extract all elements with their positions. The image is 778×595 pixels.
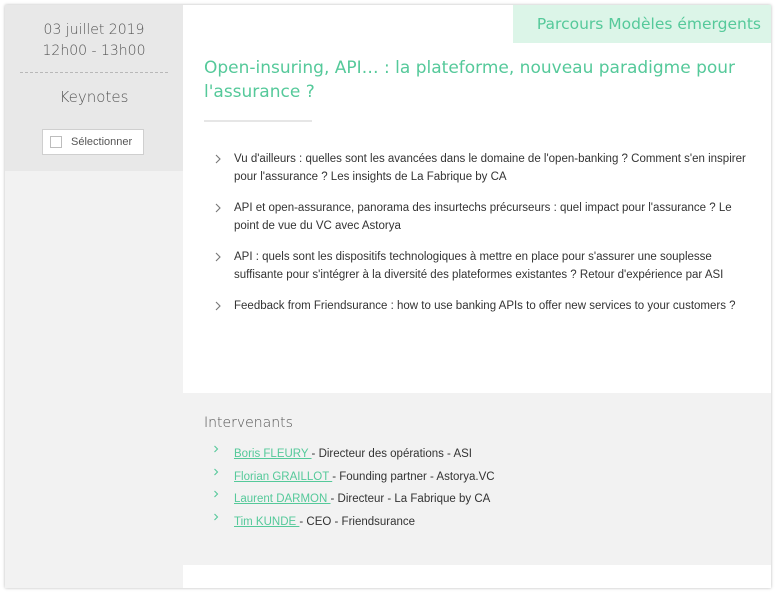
topic-item: [213, 199, 753, 235]
session-card: [5, 5, 771, 588]
speaker-link[interactable]: Laurent DARMON: [234, 493, 331, 505]
topic-item: [213, 150, 753, 186]
speaker-list: [212, 445, 495, 535]
speaker-item: [212, 445, 495, 468]
chevron-right-icon: [212, 513, 220, 521]
session-sidebar: [5, 5, 183, 171]
select-checkbox[interactable]: [50, 136, 62, 148]
chevron-right-icon: [212, 445, 220, 453]
session-title: Open-insuring, API… : la plateforme, nouveau paradigme pour l'assurance ?: [204, 58, 736, 102]
speaker-link[interactable]: Florian GRAILLOT: [234, 470, 333, 483]
speaker-item: [212, 490, 495, 513]
speaker-item: [212, 513, 495, 536]
chevron-right-icon: [213, 154, 223, 164]
topic-text: API et open-assurance, panorama des insurtechs précurseurs : quel impact pour l'assurance ? Le point de vue du VC avec Astorya: [234, 202, 732, 232]
topic-list: [213, 150, 753, 328]
session-main: [183, 5, 771, 393]
select-label: Sélectionner: [71, 136, 133, 148]
title-underline: [204, 120, 312, 122]
chevron-right-icon: [212, 468, 220, 476]
speaker-role: - Directeur - La Fabrique by CA: [330, 493, 491, 505]
speakers-heading: Intervenants: [204, 415, 293, 431]
session-time: 12h00 - 13h00: [42, 43, 146, 59]
topic-item: [213, 297, 753, 315]
chevron-right-icon: [213, 252, 223, 262]
speaker-item: [212, 468, 495, 491]
session-type: Keynotes: [59, 88, 129, 106]
session-date: 03 juillet 2019: [43, 22, 145, 38]
chevron-right-icon: [212, 490, 220, 498]
select-session-button[interactable]: [42, 129, 144, 155]
chevron-right-icon: [213, 203, 223, 213]
next-section-strip: [183, 565, 771, 588]
track-badge: Parcours Modèles émergents: [513, 5, 771, 43]
topic-item: [213, 248, 753, 284]
topic-text: API : quels sont les dispositifs technologiques à mettre en place pour s'assurer une souplesse suffisante pour s'intégrer à la diversité des plateformes existantes ? Retour d'expérience par ASI: [234, 251, 724, 281]
chevron-right-icon: [213, 301, 223, 311]
topic-text: Feedback from Friendsurance : how to use banking APIs to offer new services to your customers ?: [234, 300, 736, 312]
speaker-role: - CEO - Friendsurance: [299, 515, 416, 528]
speaker-role: - Directeur des opérations - ASI: [311, 448, 472, 460]
sidebar-divider: [20, 72, 168, 73]
speaker-role: - Founding partner - Astorya.VC: [332, 470, 495, 483]
speaker-link[interactable]: Boris FLEURY: [234, 448, 312, 460]
speaker-link[interactable]: Tim KUNDE: [234, 515, 300, 528]
topic-text: Vu d'ailleurs : quelles sont les avancées dans le domaine de l'open-banking ? Comment s'en inspirer pour l'assurance ? Les insights de La Fabrique by CA: [234, 153, 746, 183]
